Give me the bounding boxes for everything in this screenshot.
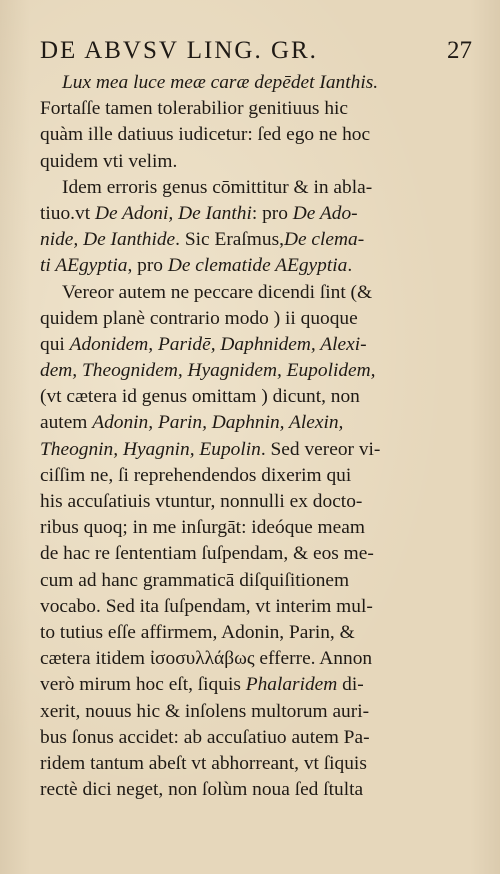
text-segment: quidem vti velim. <box>40 150 178 172</box>
running-header <box>40 36 472 70</box>
text-line <box>40 96 472 122</box>
text-line <box>40 201 472 227</box>
italic-text: De clema- <box>283 229 365 251</box>
text-segment: de hac re ſententiam ſuſpendam, & eos me- <box>40 543 374 565</box>
text-line <box>40 358 472 384</box>
text-line <box>40 672 472 698</box>
page-number: 27 <box>447 37 472 64</box>
text-line <box>40 253 472 279</box>
text-segment: quidem planè contrario modo ) ii quoque <box>40 307 358 329</box>
text-line <box>40 149 472 175</box>
text-segment: , pro <box>127 255 168 277</box>
text-line <box>40 725 472 751</box>
text-segment: rectè dici neget, non ſolùm noua ſed ſtulta <box>40 779 364 801</box>
text-segment: bus ſonus accidet: ab accuſatiuo autem Pa- <box>40 726 370 748</box>
text-segment: . Sic Eraſmus, <box>175 229 284 251</box>
italic-text: De Ado- <box>292 202 358 224</box>
text-segment: ridem tantum abeſt vt abhorreant, vt ſiquis <box>40 752 367 774</box>
italic-text: De clematide AEgyptia <box>167 255 348 277</box>
text-segment: : pro <box>251 202 293 224</box>
text-block <box>40 36 472 803</box>
text-line <box>40 227 472 253</box>
italic-text: Lux mea luce meæ caræ depēdet Ianthis. <box>62 72 379 93</box>
italic-text: Adonidem, Paridē, Daphnidem, Alexi- <box>69 333 367 355</box>
text-line <box>40 306 472 332</box>
text-line <box>40 410 472 436</box>
text-line <box>40 751 472 777</box>
text-segment: qui <box>40 333 70 355</box>
text-line <box>40 541 472 567</box>
italic-text: De Adoni, De Ianthi <box>94 202 252 224</box>
text-segment: his accuſatiuis vtuntur, nonnulli ex docto- <box>40 491 363 512</box>
text-segment: . Sed vereor vi- <box>260 438 381 460</box>
text-line <box>40 699 472 725</box>
text-line <box>40 568 472 594</box>
text-line <box>40 70 472 96</box>
italic-text: Adonin, Parin, Daphnin, Alexin, <box>92 412 344 434</box>
text-line <box>40 175 472 201</box>
text-line <box>40 594 472 620</box>
italic-text: Theognin, Hyagnin, Eupolin <box>40 438 261 460</box>
text-segment: Vereor autem ne peccare dicendi ſint (& <box>62 281 373 303</box>
italic-text: dem, Theognidem, Hyagnidem, Eupolidem, <box>40 360 376 382</box>
italic-text: ti AEgyptia <box>40 255 128 277</box>
text-segment: ciſſim ne, ſi reprehendendos dixerim qui <box>40 464 352 486</box>
text-segment: quàm ille datiuus iudicetur: ſed ego ne hoc <box>40 124 371 146</box>
text-segment: cætera itidem ἰσοσυλλάβως efferre. Annon <box>40 648 373 670</box>
italic-text: Phalaridem <box>245 674 338 696</box>
text-segment: vocabo. Sed ita ſuſpendam, vt interim mul- <box>40 595 373 617</box>
text-line <box>40 437 472 463</box>
text-line <box>40 280 472 306</box>
text-segment: tiuo.vt <box>40 202 95 224</box>
text-segment: Idem erroris genus cōmittitur & in abla- <box>62 176 373 198</box>
text-segment: xerit, nouus hic & inſolens multorum auri- <box>40 700 370 722</box>
text-segment: verò mirum hoc eſt, ſiquis <box>40 674 246 696</box>
text-segment: Fortaſſe tamen tolerabilior genitiuus hic <box>40 98 349 120</box>
text-segment: . <box>347 255 353 277</box>
text-line <box>40 515 472 541</box>
text-segment: di- <box>337 674 364 696</box>
text-segment: (vt cætera id genus omittam ) dicunt, non <box>40 386 360 408</box>
text-line <box>40 332 472 358</box>
text-line <box>40 122 472 148</box>
text-segment: autem <box>40 412 93 434</box>
text-line <box>40 489 472 515</box>
text-line <box>40 620 472 646</box>
text-segment: cum ad hanc grammaticā diſquiſitionem <box>40 569 350 591</box>
text-segment: ribus quoq; in me inſurgāt: ideóque meam <box>40 517 365 539</box>
text-line <box>40 384 472 410</box>
text-line <box>40 646 472 672</box>
text-line <box>40 463 472 489</box>
text-line <box>40 777 472 803</box>
body-text <box>40 70 472 803</box>
italic-text: nide, De Ianthide <box>40 229 176 251</box>
running-title: DE ABVSV LING. GR. <box>40 37 318 64</box>
text-segment: to tutius eſſe affirmem, Adonin, Parin, & <box>40 621 355 643</box>
